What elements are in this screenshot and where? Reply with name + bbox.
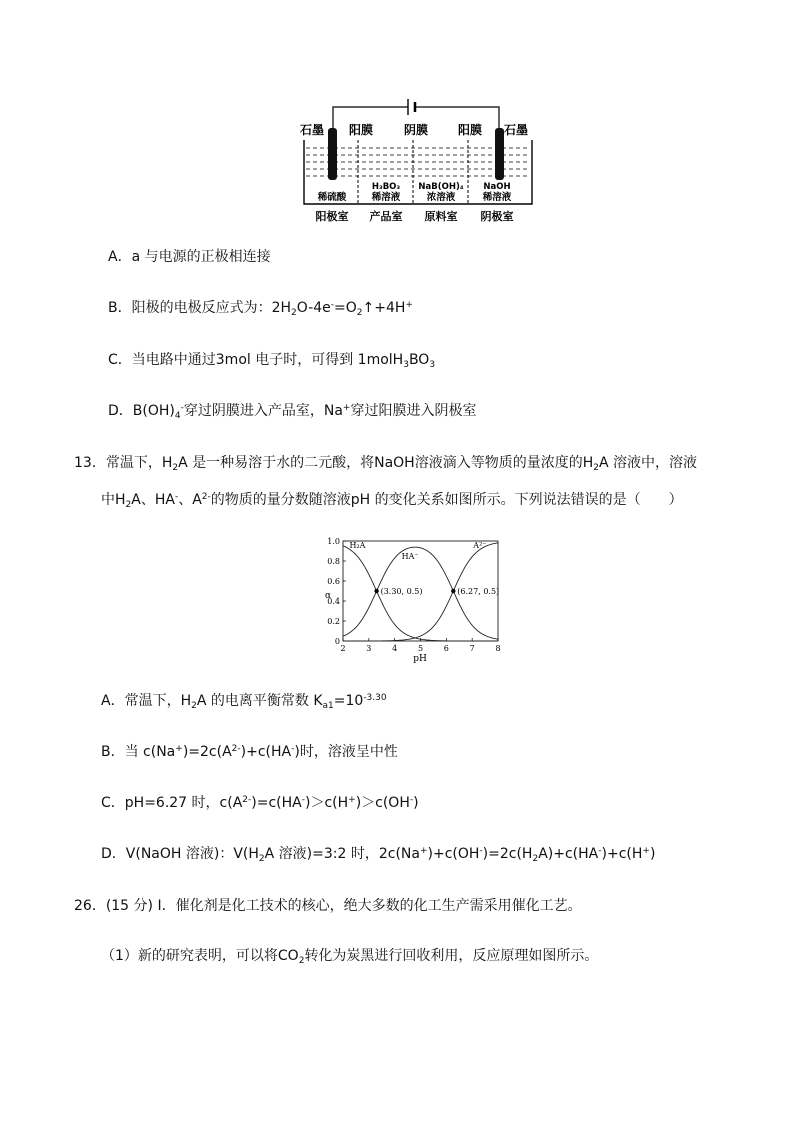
chamber-1-solution: 稀硫酸 <box>317 192 347 203</box>
label-anode-chamber: 阳极室 <box>315 210 349 223</box>
label-anion-membrane: 阴膜 <box>403 123 429 137</box>
series-label-h2a: H₂A <box>349 541 366 550</box>
chamber-3-formula: NaB(OH)₄ <box>418 182 464 192</box>
x-tick-label: 8 <box>495 644 501 653</box>
y-tick-label: 1.0 <box>327 537 340 546</box>
equivalence-point <box>374 589 378 593</box>
q13-option-c: C．pH=6.27 时，$c(A^{2-})=c(HA^-)>c(H^+)>c(OH^-)$ <box>101 795 419 811</box>
label-cation-membrane-2: 阳膜 <box>457 123 483 137</box>
label-product-chamber: 产品室 <box>369 210 403 223</box>
y-tick-label: 0.6 <box>327 577 340 586</box>
q26-subquestion-1: （1）新的研究表明，可以将$CO_2$转化为炭黑进行回收利用，反应原理如图所示。 <box>101 948 599 966</box>
q13-stem-line1: 13．常温下，$H_2A$ 是一种易溶于水的二元酸，将NaOH溶液滴入等物质的量浓度的$H_2A$ 溶液中，溶液 <box>74 455 697 473</box>
q13-option-d: D．V(NaOH 溶液)：$V(H_2A$ 溶液)=3:2 时，$2c(Na^+)+c(OH^-)=2c(H_2A)+c(HA^-)+c(H^+)$ <box>101 846 656 864</box>
q12-option-a: A．a 与电源的正极相连接 <box>108 249 271 265</box>
x-tick-label: 2 <box>340 644 346 653</box>
q12-option-c: C．当电路中通过3mol 电子时，可得到 $1molH_3BO_3$ <box>108 352 436 370</box>
label-graphite-right: 石墨 <box>503 123 529 137</box>
y-tick-label: 0.4 <box>327 597 340 606</box>
label-cation-membrane-1: 阳膜 <box>348 123 374 137</box>
q13-stem-line2: 中$H_2A$、HA-、$A^{2-}$的物质的量分数随溶液pH 的变化关系如图所示。下列说法错误的是（ ） <box>101 492 683 510</box>
x-tick-label: 4 <box>392 644 398 653</box>
x-axis-label: pH <box>413 654 427 664</box>
q13-option-a: A．常温下，$H_2A$ 的电离平衡常数 $K_{a1}=10^{-3.30}$ <box>101 693 387 711</box>
label-graphite-left: 石墨 <box>299 123 325 137</box>
q12-option-d: D．$B(OH)_4^-$穿过阴膜进入产品室，Na+穿过阳膜进入阴极室 <box>108 403 477 421</box>
label-feed-chamber: 原料室 <box>424 210 458 223</box>
chamber-4-solution: 稀溶液 <box>482 192 512 203</box>
q12-option-b: B．阳极的电极反应式为：$2H_2O-4e^-=O_2↑+4H^+$ <box>108 300 413 318</box>
equivalence-point-label: (6.27, 0.5) <box>457 587 500 596</box>
series-label-a2: A²⁻ <box>473 541 487 550</box>
label-cathode-chamber: 阴极室 <box>480 210 514 223</box>
x-tick-label: 3 <box>366 644 372 653</box>
x-tick-label: 7 <box>469 644 475 653</box>
fraction-vs-ph-chart <box>318 536 508 664</box>
chamber-4-formula: NaOH <box>483 182 511 192</box>
equivalence-point <box>451 589 455 593</box>
y-axis-label: α <box>324 591 332 601</box>
chamber-2-formula: H₃BO₃ <box>371 182 401 192</box>
graphite-cathode <box>495 128 504 180</box>
graphite-anode <box>328 128 337 180</box>
y-tick-label: 0.8 <box>327 557 340 566</box>
series-label-ha: HA⁻ <box>401 552 419 561</box>
y-tick-label: 0.2 <box>327 617 340 626</box>
chamber-3-solution: 浓溶液 <box>426 192 456 203</box>
y-tick-label: 0 <box>334 637 340 646</box>
x-tick-label: 5 <box>417 644 424 653</box>
q13-option-b: B．当 $c(Na^+)=2c(A^{2-})+c(HA^-)$时，溶液呈中性 <box>101 744 398 760</box>
chamber-2-solution: 稀溶液 <box>371 192 401 203</box>
q26-header: 26．(15 分) Ⅰ．催化剂是化工技术的核心，绝大多数的化工生产需采用催化工艺。 <box>74 898 582 914</box>
x-tick-label: 6 <box>443 644 449 653</box>
equivalence-point-label: (3.30, 0.5) <box>380 587 423 596</box>
electrolysis-cell-diagram <box>292 96 542 226</box>
